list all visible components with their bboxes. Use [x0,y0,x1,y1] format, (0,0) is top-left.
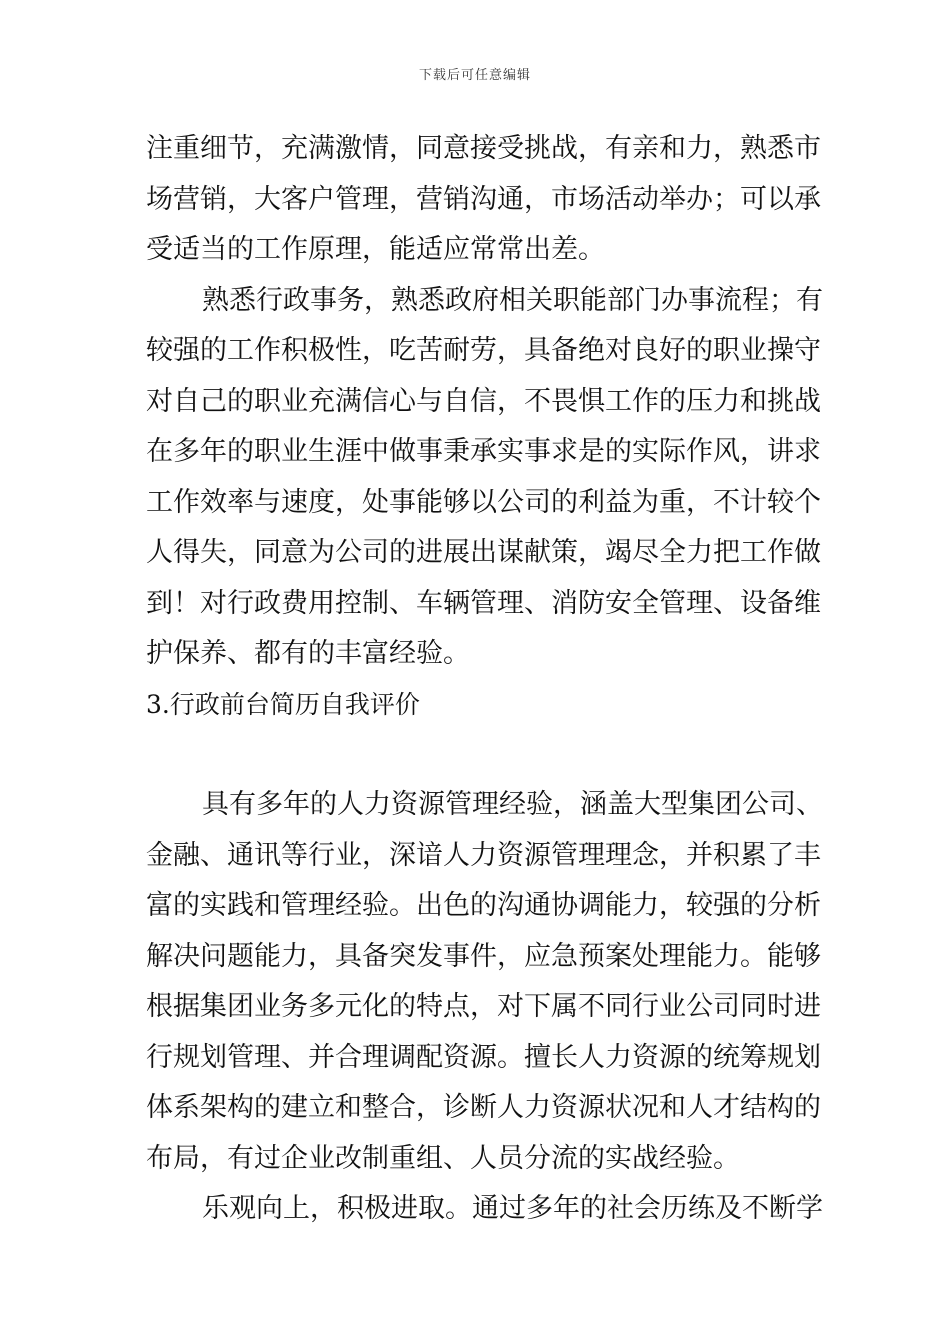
text-line: 场营销，大客户管理，营销沟通，市场活动举办；可以承 [146,183,821,215]
page-header: 下载后可任意编辑 [418,68,531,83]
text-line: 受适当的工作原理，能适应常常出差。 [146,234,605,265]
text-line: 护保养、都有的丰富经验。 [146,638,470,669]
text-line: 注重细节，充满激情，同意接受挑战，有亲和力，熟悉市 [146,133,821,164]
paragraph-start-line: 具有多年的人力资源管理经验，涵盖大型集团公司、 [202,789,823,820]
text-line: 到！对行政费用控制、车辆管理、消防安全管理、设备维 [146,587,821,619]
text-line: 根据集团业务多元化的特点，对下属不同行业公司同时进 [146,991,821,1022]
text-line: 较强的工作积极性，吃苦耐劳，具备绝对良好的职业操守 [146,335,821,366]
text-line: 工作效率与速度，处事能够以公司的利益为重，不计较个 [146,486,821,518]
text-line: 对自己的职业充满信心与自信，不畏惧工作的压力和挑战 [146,385,821,417]
text-line: 行规划管理、并合理调配资源。擅长人力资源的统筹规划 [146,1041,821,1073]
text-line: 富的实践和管理经验。出色的沟通协调能力，较强的分析 [146,890,821,921]
text-line: 体系架构的建立和整合，诊断人力资源状况和人才结构的 [146,1092,821,1123]
section-spacer [146,730,810,780]
text-line: 金融、通讯等行业，深谙人力资源管理理念，并积累了丰 [146,839,821,871]
document-body [146,124,823,1235]
paragraph-start-line: 乐观向上，积极进取。通过多年的社会历练及不断学 [202,1193,823,1224]
text-line: 解决问题能力，具备突发事件，应急预案处理能力。能够 [146,940,821,972]
text-line: 在多年的职业生涯中做事秉承实事求是的实际作风，讲求 [146,436,821,467]
text-line: 布局，有过企业改制重组、人员分流的实战经验。 [146,1142,740,1174]
text-line: 人得失，同意为公司的进展出谋献策，竭尽全力把工作做 [146,537,821,568]
paragraph-start-line: 熟悉行政事务，熟悉政府相关职能部门办事流程；有 [202,284,823,316]
section-heading: 3.行政前台简历自我评价 [146,689,420,719]
